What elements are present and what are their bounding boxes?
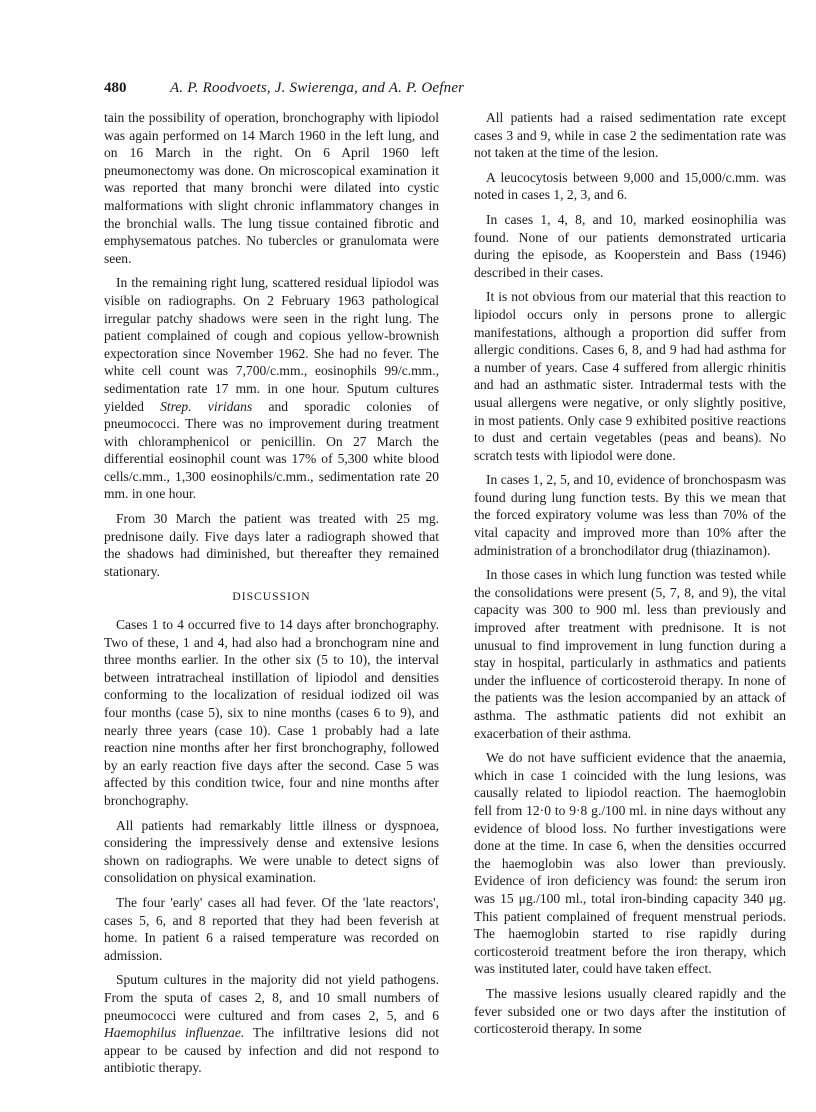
paragraph: A leucocytosis between 9,000 and 15,000/c.mm. was noted in cases 1, 2, 3, and 6.: [474, 169, 786, 203]
section-heading: DISCUSSION: [232, 590, 311, 604]
paragraph: All patients had remarkably little illness or dyspnoea, considering the impressively dense and extensive lesions shown on radiographs. We were unable to detect signs of consolidation on physical examination.: [104, 817, 439, 886]
paragraph: From 30 March the patient was treated with 25 mg. prednisone daily. Five days later a radiograph showed that the shadows had diminished, but thereafter they remained stationary.: [104, 511, 439, 579]
paragraph: Cases 1 to 4 occurred five to 14 days after bronchography. Two of these, 1 and 4, had also had a bronchogram nine and three months earlier. In the other six (5 to 10), the interval between intratracheal instillation of lipiodol and densities conforming to the localization of residual iodized oil was four months (case 5), six to nine months (cases 6 to 9), and nearly three years (case 10). Case 1 probably had a late reaction nine months after her first bronchography, followed by an early reaction five days after the second. Case 5 was affected by this condition twice, four and nine months after bronchography.: [104, 617, 439, 808]
paragraph: In cases 1, 2, 5, and 10, evidence of bronchospasm was found during lung function tests. By this we mean that the forced expiratory volume was less than 70% of the vital capacity and improved more than 10% after the administration of a bronchodilator drug (thiazinamon).: [474, 472, 786, 558]
paragraph: tain the possibility of operation, bronchography with lipiodol was again performed on 14 March 1960 in the left lung, and on 16 March in the right. On 6 April 1960 left pneumonectomy was done. On microscopical examination it was reported that many bronchi were dilated into cystic malformations with slight chronic inflammatory changes in the bronchial walls. The lung tissue contained fibrotic and emphysematous patches. No tubercles or granulomata were seen.: [104, 110, 439, 266]
paragraph: It is not obvious from our material that this reaction to lipiodol occurs only in persons prone to allergic manifestations, although a proportion did suffer from allergic conditions. Cases 6, 8, and 9 had had asthma for a number of years. Case 4 suffered from allergic rhinitis and had an asthmatic sister. Intradermal tests with the usual allergens were negative, or only slightly positive, in most patients. Only case 9 exhibited positive reactions to dust and certain vegetables (peas and beans). No scratch tests with lipiodol were done.: [474, 289, 786, 463]
left-column: [104, 109, 439, 1084]
organism-name: Strep. viridans: [160, 398, 253, 414]
paragraph: In the remaining right lung, scattered residual lipiodol was visible on radiographs. On 2 February 1963 pathological irregular patchy shadows were seen in the right lung. The patient complained of cough and copious yellow-brownish expectoration since November 1962. She had no fever. The white cell count was 7,700/c.mm., eosinophils 99/c.mm., sedimentation rate 17 mm. in one hour. Sputum cultures yielded Strep. viridans and sporadic colonies of pneumococci. There was no improvement during treatment with chloramphenicol or penicillin. On 27 March the differential eosinophil count was 17% of 5,300 white blood cells/c.mm., 1,300 eosinophils/c.mm., sedimentation rate 20 mm. in one hour.: [104, 275, 439, 502]
paragraph: The four 'early' cases all had fever. Of the 'late reactors', cases 5, 6, and 8 reported that they had been feverish at home. In patient 6 a raised temperature was recorded on admission.: [104, 894, 439, 963]
running-header: [104, 80, 784, 102]
paragraph: All patients had a raised sedimentation rate except cases 3 and 9, while in case 2 the sedimentation rate was not taken at the time of the lesion.: [474, 110, 786, 161]
right-column: [474, 109, 786, 1045]
paragraph: Sputum cultures in the majority did not yield pathogens. From the sputa of cases 2, 8, and 10 small numbers of pneumococci were cultured and from cases 2, 5, and 6 Haemophilus influenzae. The infiltrative lesions did not appear to be caused by infection and did not respond to antibiotic therapy.: [104, 972, 440, 1076]
running-header-authors: A. P. Roodvoets, J. Swierenga, and A. P. Oefner: [170, 80, 465, 96]
page-number: 480: [104, 80, 127, 96]
paragraph: In those cases in which lung function was tested while the consolidations were present (5, 7, 8, and 9), the vital capacity was 300 to 900 ml. less than previously and improved after treatment with prednisone. It is not unusual to find improvement in lung function during a stay in hospital, particularly in asthmatics and patients under the influence of corticosteroid therapy. In none of the patients was the lesion accompanied by an attack of asthma. The asthmatic patients did not exhibit an exacerbation of their asthma.: [474, 567, 786, 741]
paragraph: We do not have sufficient evidence that the anaemia, which in case 1 coincided with the lung lesions, was causally related to lipiodol reaction. The haemoglobin fell from 12·0 to 9·8 g./100 ml. in nine days without any evidence of blood loss. No further investigations were done at the time. In case 6, when the densities occurred the haemoglobin was also lower than previously. Evidence of iron deficiency was found: the serum iron was 15 μg./100 ml., total iron-binding capacity 340 μg. This patient complained of frequent menstrual periods. The haemoglobin started to rise rapidly during corticosteroid treatment before the iron therapy, which was instituted later, could have taken effect.: [474, 750, 786, 977]
organism-name: Haemophilus influenzae.: [104, 1025, 245, 1041]
paragraph: The massive lesions usually cleared rapidly and the fever subsided one or two days after the institution of corticosteroid therapy. In some: [474, 985, 786, 1037]
paragraph: In cases 1, 4, 8, and 10, marked eosinophilia was found. None of our patients demonstrated urticaria during the episode, as Kooperstein and Bass (1946) described in their cases.: [474, 211, 786, 280]
